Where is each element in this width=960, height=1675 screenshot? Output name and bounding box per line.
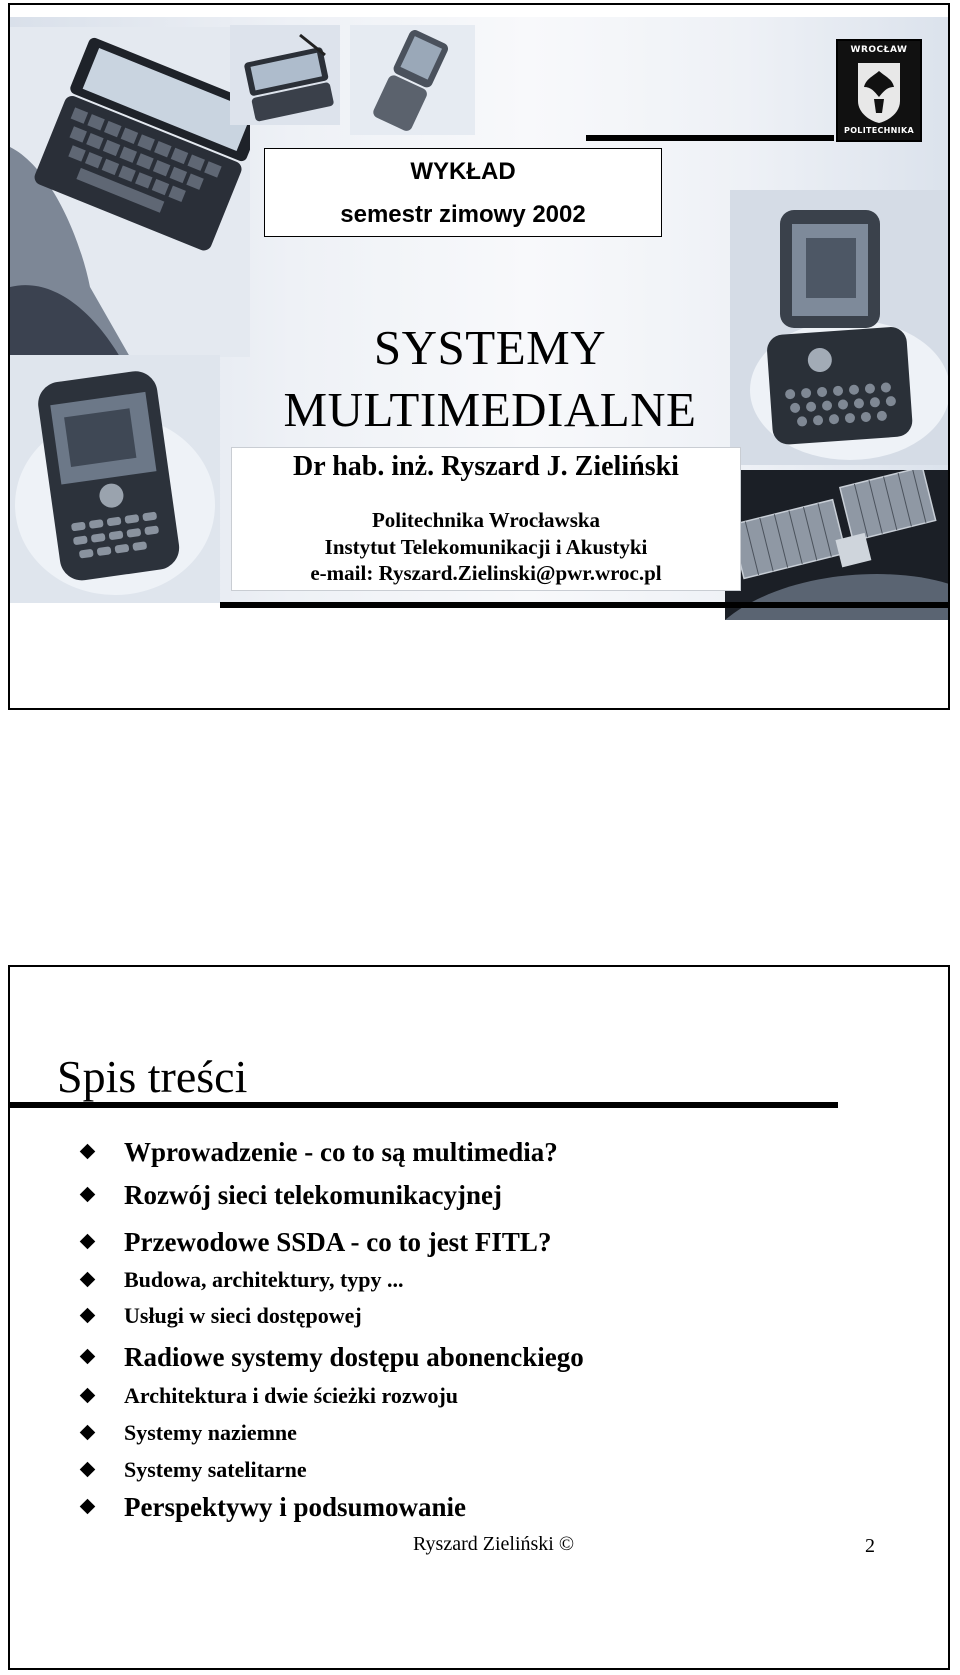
toc-item-text: Architektura i dwie ścieżki rozwoju bbox=[124, 1383, 459, 1408]
satellite-photo bbox=[725, 470, 950, 620]
author-info-box bbox=[231, 447, 741, 591]
toc-item-text: Systemy satelitarne bbox=[124, 1457, 307, 1482]
toc-item-text: Perspektywy i podsumowanie bbox=[124, 1492, 467, 1522]
header-rule bbox=[586, 135, 834, 141]
toc-item-text: Usługi w sieci dostępowej bbox=[124, 1303, 362, 1328]
toc-title: Spis treści bbox=[57, 1051, 248, 1102]
photo-bottom-rule bbox=[220, 602, 950, 608]
author-name: Dr hab. inż. Ryszard J. Zieliński bbox=[293, 451, 679, 482]
toc-item-text: Wprowadzenie - co to są multimedia? bbox=[124, 1137, 558, 1167]
semester-label: semestr zimowy 2002 bbox=[340, 201, 586, 228]
diamond-bullet-icon bbox=[80, 1308, 96, 1324]
diamond-bullet-icon bbox=[80, 1144, 96, 1160]
logo-top-text: WROCŁAW bbox=[850, 45, 908, 55]
slide-title bbox=[8, 3, 950, 710]
lecture-info-box bbox=[264, 148, 662, 237]
diamond-bullet-icon bbox=[80, 1187, 96, 1203]
smartphone-photo bbox=[10, 355, 220, 603]
diamond-bullet-icon bbox=[80, 1388, 96, 1404]
flip-phone-photo bbox=[350, 25, 475, 135]
toc-item-text: Systemy naziemne bbox=[124, 1420, 297, 1445]
page-number: 2 bbox=[865, 1535, 875, 1557]
author-email[interactable]: e-mail: Ryszard.Zielinski@pwr.wroc.pl bbox=[310, 561, 662, 585]
handheld-pc-photo bbox=[10, 27, 250, 357]
diamond-bullet-icon bbox=[80, 1462, 96, 1478]
diamond-bullet-icon bbox=[80, 1499, 96, 1515]
diamond-bullet-icon bbox=[80, 1425, 96, 1441]
diamond-bullet-icon bbox=[80, 1349, 96, 1365]
toc-item-text: Przewodowe SSDA - co to jest FITL? bbox=[124, 1227, 552, 1257]
logo-bottom-text: POLITECHNIKA bbox=[844, 126, 914, 135]
footer-author: Ryszard Zieliński © bbox=[413, 1533, 575, 1555]
university-name: Politechnika Wrocławska bbox=[371, 508, 601, 532]
pda-photo bbox=[230, 25, 340, 125]
institute-name: Instytut Telekomunikacji i Akustyki bbox=[324, 535, 648, 559]
toc-item-text: Budowa, architektury, typy ... bbox=[124, 1267, 404, 1292]
course-title-line2: MULTIMEDIALNE bbox=[283, 382, 697, 437]
diamond-bullet-icon bbox=[80, 1234, 96, 1250]
lecture-label: WYKŁAD bbox=[410, 158, 516, 185]
eagle-crest-icon bbox=[838, 57, 920, 127]
toc-title-rule bbox=[10, 1102, 838, 1108]
diamond-bullet-icon bbox=[80, 1272, 96, 1288]
toc-item-text: Rozwój sieci telekomunikacyjnej bbox=[124, 1180, 502, 1210]
toc-item-text: Radiowe systemy dostępu abonenckiego bbox=[124, 1342, 584, 1372]
university-logo bbox=[836, 39, 922, 142]
course-title-line1: SYSTEMY bbox=[373, 320, 607, 375]
slide-table-of-contents bbox=[8, 965, 950, 1670]
